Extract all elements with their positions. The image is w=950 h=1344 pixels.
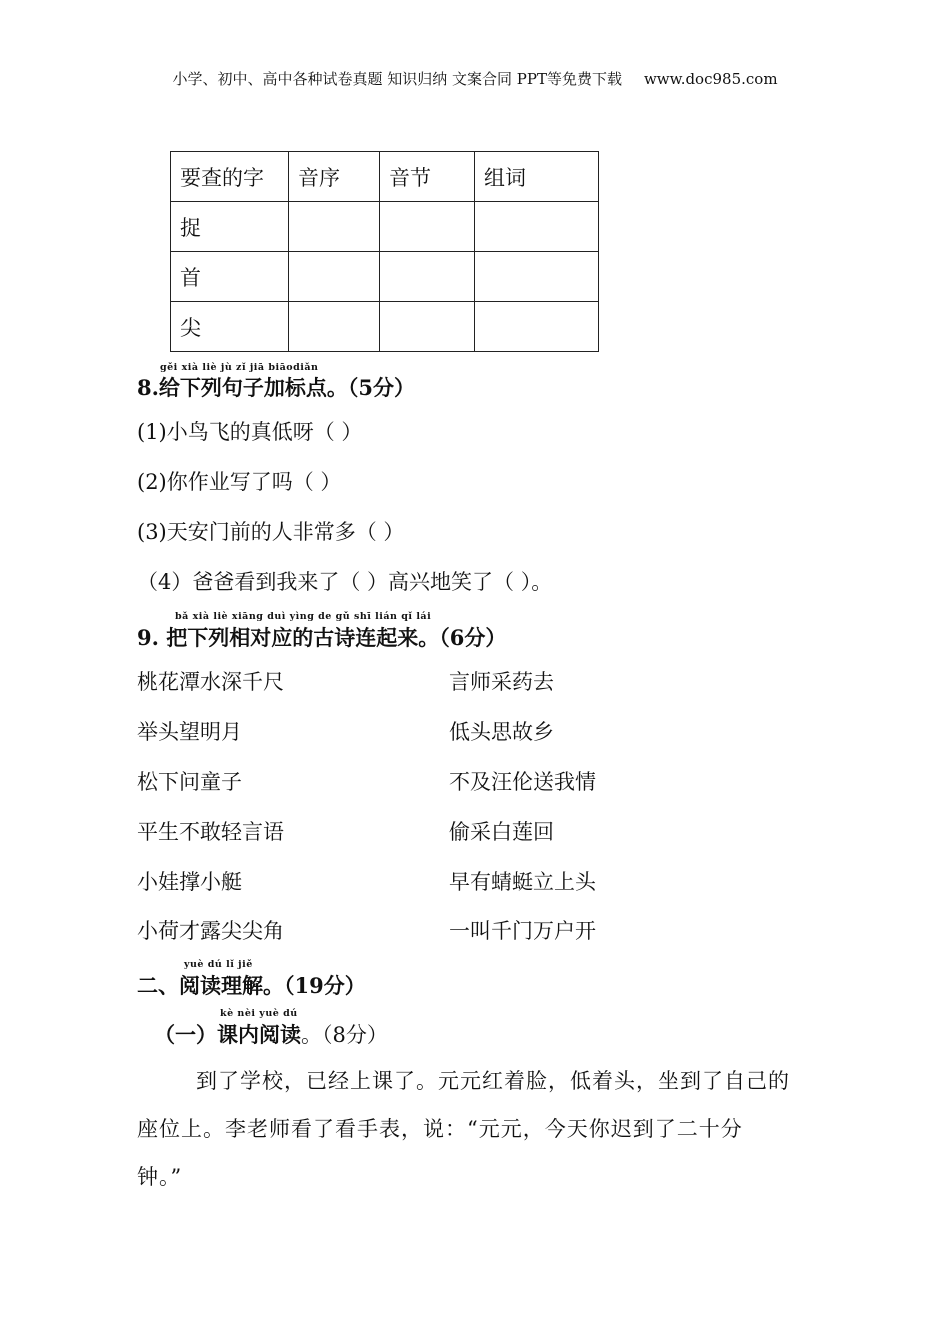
poem-left-line: 桃花潭水深千尺 xyxy=(137,670,284,694)
table-row xyxy=(171,202,599,252)
q9-title: 9. 把下列相对应的古诗连起来。（6分） xyxy=(137,625,507,650)
poem-right-line: 不及汪伦送我情 xyxy=(449,770,596,794)
table-cell-blank[interactable] xyxy=(380,202,475,252)
page-header xyxy=(0,68,950,89)
q8-item: (3)天安门前的人非常多（ ） xyxy=(137,520,405,544)
table-header-cell: 组词 xyxy=(475,152,599,202)
table-cell-blank[interactable] xyxy=(289,202,380,252)
lookup-table xyxy=(170,151,599,352)
section2-1-score: 。（8分） xyxy=(301,1023,388,1047)
table-header-row xyxy=(171,152,599,202)
section2-pinyin: yuè dú lǐ jiě xyxy=(184,959,253,970)
table-cell-blank[interactable] xyxy=(380,302,475,352)
table-header-cell: 要查的字 xyxy=(171,152,289,202)
q9-pinyin: bǎ xià liè xiāng duì yìng de gǔ shī lián qǐ lái xyxy=(175,611,432,622)
header-site: www.doc985.com xyxy=(643,70,778,88)
section2-title: 二、阅读理解。（19分） xyxy=(137,973,366,998)
passage-line: 钟。” xyxy=(137,1165,183,1189)
table-cell-blank[interactable] xyxy=(289,302,380,352)
table-cell-blank[interactable] xyxy=(289,252,380,302)
q8-item: (2)你作业写了吗（ ） xyxy=(137,470,342,494)
table-cell-blank[interactable] xyxy=(475,302,599,352)
poem-right-line: 偷采白莲回 xyxy=(449,820,554,844)
poem-left-line: 松下问童子 xyxy=(137,770,242,794)
passage-line: 到了学校，已经上课了。元元红着脸，低着头，坐到了自己的 xyxy=(196,1069,790,1093)
table-cell-blank[interactable] xyxy=(475,202,599,252)
table-cell-char: 捉 xyxy=(171,202,289,252)
q8-item: (1)小鸟飞的真低呀（ ） xyxy=(137,420,363,444)
table-cell-char: 首 xyxy=(171,252,289,302)
section2-1-pinyin: kè nèi yuè dú xyxy=(220,1008,298,1019)
section2-1-title: （一）课内阅读 xyxy=(154,1022,301,1047)
section2-1-heading xyxy=(154,1019,388,1049)
poem-right-line: 言师采药去 xyxy=(449,670,554,694)
poem-left-line: 小荷才露尖尖角 xyxy=(137,919,284,943)
table-cell-blank[interactable] xyxy=(380,252,475,302)
poem-left-line: 平生不敢轻言语 xyxy=(137,820,284,844)
poem-right-line: 早有蜻蜓立上头 xyxy=(449,870,596,894)
poem-left-line: 举头望明月 xyxy=(137,720,242,744)
table-cell-char: 尖 xyxy=(171,302,289,352)
q8-item: （4）爸爸看到我来了（ ）高兴地笑了（ ）。 xyxy=(137,570,553,594)
q8-pinyin: gěi xià liè jù zǐ jiā biāodiǎn xyxy=(160,362,319,373)
passage-line: 座位上。李老师看了看手表，说：“元元，今天你迟到了二十分 xyxy=(137,1117,743,1141)
table-row xyxy=(171,302,599,352)
table-header-cell: 音序 xyxy=(289,152,380,202)
poem-left-line: 小娃撑小艇 xyxy=(137,870,242,894)
poem-right-line: 低头思故乡 xyxy=(449,720,554,744)
table-header-cell: 音节 xyxy=(380,152,475,202)
header-text: 小学、初中、高中各种试卷真题 知识归纳 文案合同 PPT等免费下载 xyxy=(172,70,622,88)
table-cell-blank[interactable] xyxy=(475,252,599,302)
poem-right-line: 一叫千门万户开 xyxy=(449,919,596,943)
q8-title: 8.给下列句子加标点。（5分） xyxy=(137,375,416,400)
table-row xyxy=(171,252,599,302)
